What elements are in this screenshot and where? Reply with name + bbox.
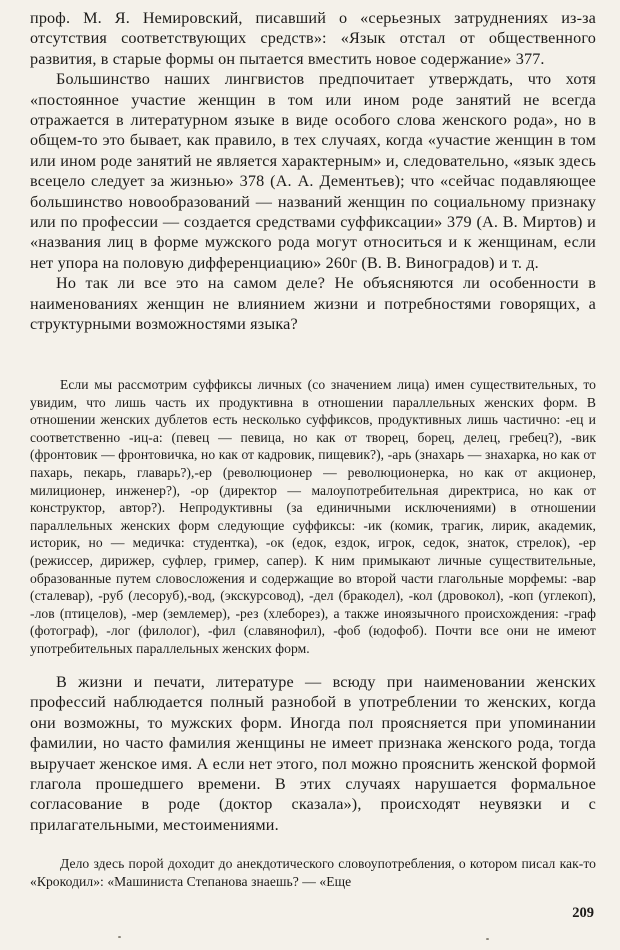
- paper-speck: [118, 936, 121, 938]
- paper-speck: [486, 938, 489, 940]
- paragraph-anecdote: Дело здесь порой доходит до анекдотического словоупотребления, о котором писал как-то «Крокодил»: «Машиниста Степанова знаешь? — «Еще: [30, 856, 596, 889]
- text-block-anecdote: [30, 855, 596, 890]
- paragraph-suffixes: Если мы рассмотрим суффиксы личных (со значением лица) имен существительных, то увидим, что лишь часть их продуктивна в отношении параллельных женских форм. В отношении женских дублетов есть несколько суффиксов, продуктивных лишь частично: -ец и соответственно -иц-а: (певец — певица, но как от творец, борец, делец, гребец?), -вик (фронтовик — фронтовичка, но как от кадровик, пищевик?), -арь (знахарь — знахарка, но как от пахарь, пекарь, главарь?),-ер (революционер — революционерка, но как от акционер, милиционер, инженер?), -ор (директор — малоупотребительная директриса, но как от конструктор, автор?). Непродуктивны (за единичными исключениями) в отношении параллельных женских форм следующие суффиксы: -ик (комик, трагик, лирик, академик, историк, но — медичка: студентка), -ок (едок, ездок, игрок, седок, знаток, стрелок), -ер (режиссер, дирижер, суфлер, гример, сапер). К ним примыкают личные существительные, образованные путем словосложения и содержащие во второй части глагольные морфемы: -вар (сталевар), -руб (лесоруб),-вод, (экскурсовод), -дел (бракодел), -кол (дровокол), -коп (углекоп), -лов (птицелов), -мер (землемер), -рез (хлеборез), а также иноязычного происхождения: -граф (фотограф), -лог (филолог), -фил (славянофил), -фоб (юдофоб). Почти все они не имеют употребительных параллельных женских форм.: [30, 377, 596, 656]
- paragraph-question: Но так ли все это на самом деле? Не объясняются ли особенности в наименованиях женщин не влиянием жизни и потребностями говорящих, а структурными возможностями языка?: [30, 274, 596, 334]
- paragraph-life-and-press: В жизни и печати, литературе — всюду при наименовании женских профессий наблюдается полный разнобой в употреблении то женских, когда они возможны, то мужских форм. Иногда пол проясняется при упоминании фамилии, но часто фамилия женщины не имеет признака женского рода, тогда выручает женское имя. А если нет этого, пол можно прояснить женской формой глагола прошедшего времени. В этих случаях нарушается формальное согласование в роде (доктор сказала»), происходят неувязки и с прилагательными, местоимениями.: [30, 673, 596, 834]
- page-number: 209: [572, 905, 594, 921]
- text-block-main-2: [30, 672, 596, 835]
- text-block-suffixes: [30, 376, 596, 658]
- text-block-main-1: [30, 8, 596, 335]
- paragraph-nemirovsky-quote: проф. М. Я. Немировский, писавший о «серьезных затруднениях из-за отсутствия соответствующих средств»: «Язык отстал от общественного развития, в старые формы он пытается вместить новое содержание» 377.: [30, 9, 596, 68]
- paragraph-linguists: Большинство наших лингвистов предпочитает утверждать, что хотя «постоянное участие женщин в том или ином роде занятий не всегда отражается в литературном языке в виде особого слова женского рода», но в общем-то это бывает, как правило, в тех случаях, когда «участие женщин в том или ином роде занятий не является характерным» и, следовательно, «язык здесь всецело следует за жизнью» 378 (А. А. Дементьев); что «сейчас подавляющее большинство новообразований — названий женщин по социальному признаку или по профессии — создается средствами суффиксации» 379 (А. В. Миртов) и «названия лиц в форме мужского рода могут относиться и к женщинам, если нет упора на половую дифференциацию» 260г (В. В. Виноградов) и т. д.: [30, 70, 596, 272]
